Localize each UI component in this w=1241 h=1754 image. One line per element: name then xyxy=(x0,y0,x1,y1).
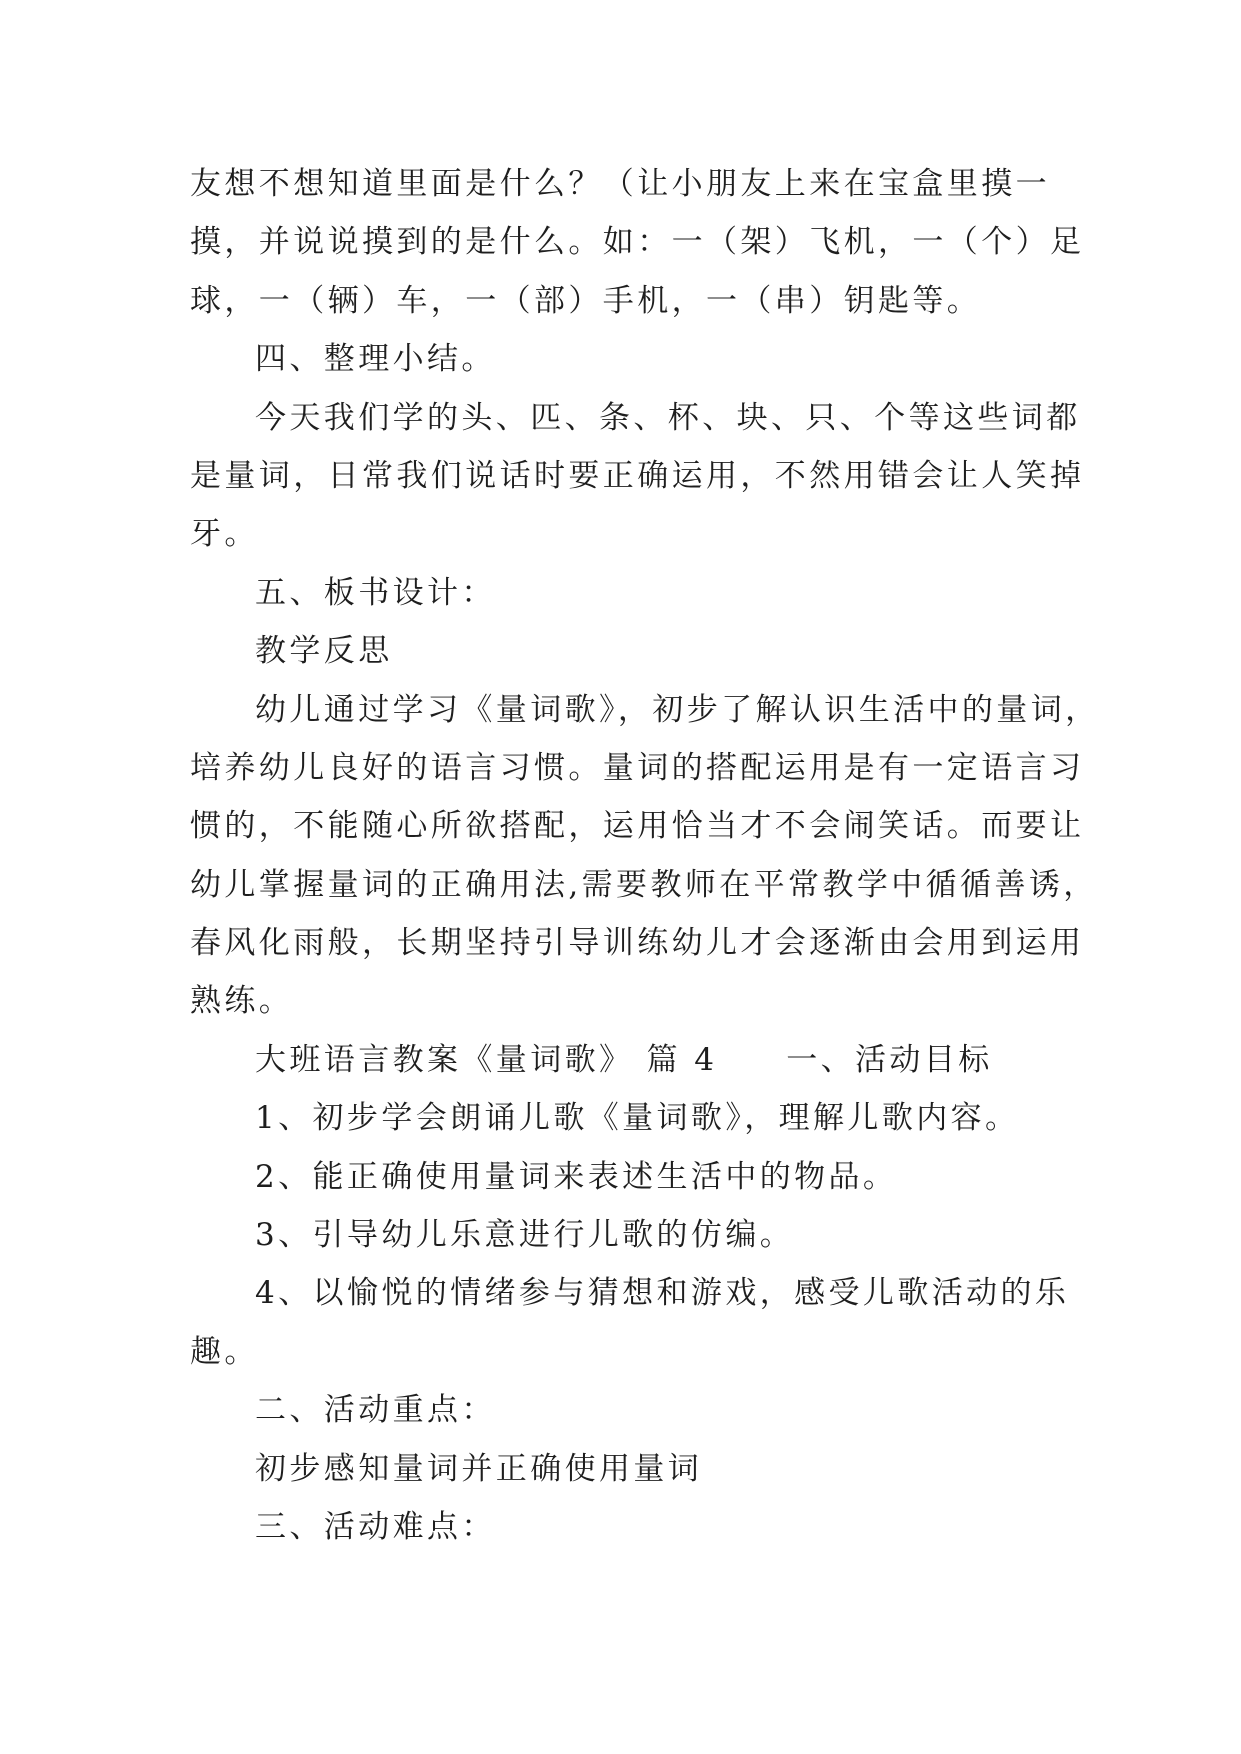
text-line: 幼儿通过学习《量词歌》，初步了解认识生活中的量词， xyxy=(255,691,1100,728)
text-line: 今天我们学的头、匹、条、杯、块、只、个等这些词都 xyxy=(255,399,1081,436)
text-line: 惯的，不能随心所欲搭配，运用恰当才不会闹笑话。而要让 xyxy=(190,808,1085,845)
article-title: 大班语言教案《量词歌》 篇 4 一、活动目标 xyxy=(255,1041,993,1078)
list-item: 3、引导幼儿乐意进行儿歌的仿编。 xyxy=(255,1217,795,1254)
list-item: 2、能正确使用量词来表述生活中的物品。 xyxy=(255,1158,898,1195)
text-line: 春风化雨般，长期坚持引导训练幼儿才会逐渐由会用到运用 xyxy=(190,925,1085,962)
text-line: 培养幼儿良好的语言习惯。量词的搭配运用是有一定语言习 xyxy=(190,749,1085,786)
list-item: 4、以愉悦的情绪参与猜想和游戏，感受儿歌活动的乐 xyxy=(255,1275,1070,1312)
text-line: 熟练。 xyxy=(190,983,294,1020)
text-line: 友想不想知道里面是什么？（让小朋友上来在宝盒里摸一 xyxy=(190,166,1050,202)
section-heading: 二、活动重点： xyxy=(255,1392,496,1429)
section-heading: 教学反思 xyxy=(255,633,393,670)
text-line: 摸，并说说摸到的是什么。如：一（架）飞机，一（个）足 xyxy=(190,224,1085,261)
list-item: 1、初步学会朗诵儿歌《量词歌》，理解儿歌内容。 xyxy=(255,1100,1020,1137)
section-heading: 三、活动难点： xyxy=(255,1508,496,1545)
text-line: 趣。 xyxy=(190,1333,259,1370)
text-line: 是量词，日常我们说话时要正确运用，不然用错会让人笑掉 xyxy=(190,457,1085,494)
section-heading: 四、整理小结。 xyxy=(255,341,496,378)
text-line: 初步感知量词并正确使用量词 xyxy=(255,1450,703,1487)
section-heading: 五、板书设计： xyxy=(255,574,496,611)
text-line: 球，一（辆）车，一（部）手机，一（串）钥匙等。 xyxy=(190,282,982,319)
text-line: 幼儿掌握量词的正确用法,需要教师在平常教学中循循善诱， xyxy=(190,866,1098,903)
document-body xyxy=(190,155,1100,1556)
text-line: 牙。 xyxy=(190,516,259,553)
